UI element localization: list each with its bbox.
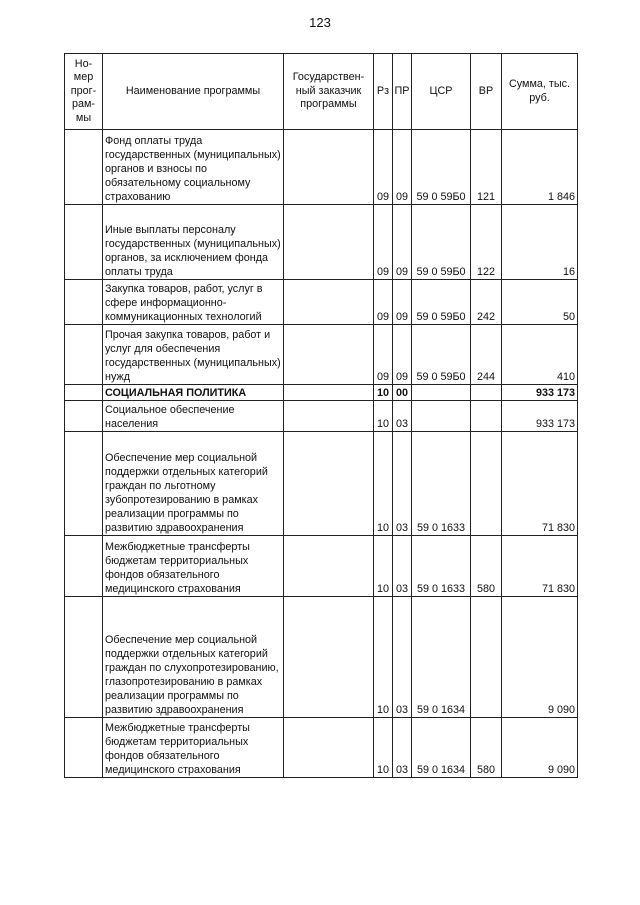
header-rz: Рз: [374, 54, 393, 130]
cell-program-number: [65, 718, 103, 778]
cell-program-name: Межбюджетные трансферты бюджетам территориальных фондов обязательного медицинского страхования: [103, 718, 284, 778]
cell-customer: [284, 401, 374, 432]
budget-table: [64, 53, 578, 778]
cell-csr: 59 0 59Б0: [412, 130, 471, 205]
cell-vr: 121: [471, 130, 502, 205]
cell-program-name: Прочая закупка товаров, работ и услуг для обеспечения государственных (муниципальных) нужд: [103, 325, 284, 385]
table-row: [65, 536, 578, 597]
cell-sum: 933 173: [502, 385, 578, 401]
cell-sum: 50: [502, 280, 578, 325]
cell-pr: 09: [393, 130, 412, 205]
cell-customer: [284, 536, 374, 597]
cell-csr: 59 0 59Б0: [412, 280, 471, 325]
cell-rz: 09: [374, 130, 393, 205]
table-row: [65, 205, 578, 280]
header-row: [65, 54, 578, 130]
header-vr: ВР: [471, 54, 502, 130]
cell-sum: 9 090: [502, 718, 578, 778]
cell-vr: 122: [471, 205, 502, 280]
cell-program-name: Закупка товаров, работ, услуг в сфере информационно-коммуникационных технологий: [103, 280, 284, 325]
cell-csr: 59 0 1634: [412, 718, 471, 778]
cell-rz: 10: [374, 597, 393, 718]
cell-rz: 10: [374, 401, 393, 432]
cell-vr: 580: [471, 536, 502, 597]
cell-program-name: Межбюджетные трансферты бюджетам территориальных фондов обязательного медицинского страхования: [103, 536, 284, 597]
cell-vr: 242: [471, 280, 502, 325]
cell-program-number: [65, 280, 103, 325]
cell-sum: 9 090: [502, 597, 578, 718]
cell-program-number: [65, 130, 103, 205]
cell-program-name: Обеспечение мер социальной поддержки отдельных категорий граждан по слухопротезированию, глазопротезированию в рамках реализации программы по развитию здравоохранения: [103, 597, 284, 718]
cell-sum: 1 846: [502, 130, 578, 205]
cell-sum: 933 173: [502, 401, 578, 432]
cell-program-number: [65, 385, 103, 401]
cell-customer: [284, 597, 374, 718]
cell-sum: 71 830: [502, 536, 578, 597]
cell-vr: [471, 385, 502, 401]
cell-customer: [284, 280, 374, 325]
header-pr: ПР: [393, 54, 412, 130]
cell-csr: [412, 401, 471, 432]
cell-program-number: [65, 597, 103, 718]
cell-csr: [412, 385, 471, 401]
cell-csr: 59 0 1634: [412, 597, 471, 718]
cell-program-name: Обеспечение мер социальной поддержки отдельных категорий граждан по льготному зубопротезированию в рамках реализации программы по развитию здравоохранения: [103, 432, 284, 536]
header-program-name: Наименование программы: [103, 54, 284, 130]
table-row: [65, 597, 578, 718]
table-row: [65, 325, 578, 385]
cell-pr: 00: [393, 385, 412, 401]
cell-program-number: [65, 536, 103, 597]
cell-csr: 59 0 59Б0: [412, 205, 471, 280]
table-row: [65, 280, 578, 325]
table-row: [65, 432, 578, 536]
cell-rz: 09: [374, 325, 393, 385]
cell-pr: 09: [393, 325, 412, 385]
cell-program-name: Фонд оплаты труда государственных (муниципальных) органов и взносы по обязательному социальному страхованию: [103, 130, 284, 205]
cell-pr: 03: [393, 536, 412, 597]
cell-pr: 09: [393, 205, 412, 280]
cell-customer: [284, 718, 374, 778]
cell-vr: [471, 432, 502, 536]
cell-vr: [471, 401, 502, 432]
cell-program-name: СОЦИАЛЬНАЯ ПОЛИТИКА: [103, 385, 284, 401]
cell-customer: [284, 130, 374, 205]
header-customer: Государствен-ный заказчик программы: [284, 54, 374, 130]
cell-program-number: [65, 401, 103, 432]
cell-csr: 59 0 59Б0: [412, 325, 471, 385]
cell-program-name: Иные выплаты персоналу государственных (муниципальных) органов, за исключением фонда оплаты труда: [103, 205, 284, 280]
cell-pr: 03: [393, 432, 412, 536]
cell-pr: 09: [393, 280, 412, 325]
cell-customer: [284, 385, 374, 401]
cell-program-number: [65, 325, 103, 385]
cell-sum: 410: [502, 325, 578, 385]
header-program-number: Но-мер прог-рам-мы: [65, 54, 103, 130]
table-row: [65, 718, 578, 778]
page-number: 123: [309, 15, 331, 30]
table-row: [65, 130, 578, 205]
cell-rz: 09: [374, 280, 393, 325]
cell-vr: 580: [471, 718, 502, 778]
cell-sum: 16: [502, 205, 578, 280]
header-sum: Сумма, тыс. руб.: [502, 54, 578, 130]
cell-vr: [471, 597, 502, 718]
cell-csr: 59 0 1633: [412, 536, 471, 597]
cell-csr: 59 0 1633: [412, 432, 471, 536]
cell-program-name: Социальное обеспечение населения: [103, 401, 284, 432]
cell-sum: 71 830: [502, 432, 578, 536]
table-row: [65, 385, 578, 401]
cell-rz: 10: [374, 536, 393, 597]
cell-vr: 244: [471, 325, 502, 385]
cell-pr: 03: [393, 401, 412, 432]
cell-customer: [284, 432, 374, 536]
cell-rz: 10: [374, 718, 393, 778]
cell-pr: 03: [393, 718, 412, 778]
cell-rz: 10: [374, 385, 393, 401]
cell-customer: [284, 205, 374, 280]
header-csr: ЦСР: [412, 54, 471, 130]
cell-rz: 09: [374, 205, 393, 280]
table-row: [65, 401, 578, 432]
cell-program-number: [65, 205, 103, 280]
cell-program-number: [65, 432, 103, 536]
cell-customer: [284, 325, 374, 385]
cell-rz: 10: [374, 432, 393, 536]
cell-pr: 03: [393, 597, 412, 718]
